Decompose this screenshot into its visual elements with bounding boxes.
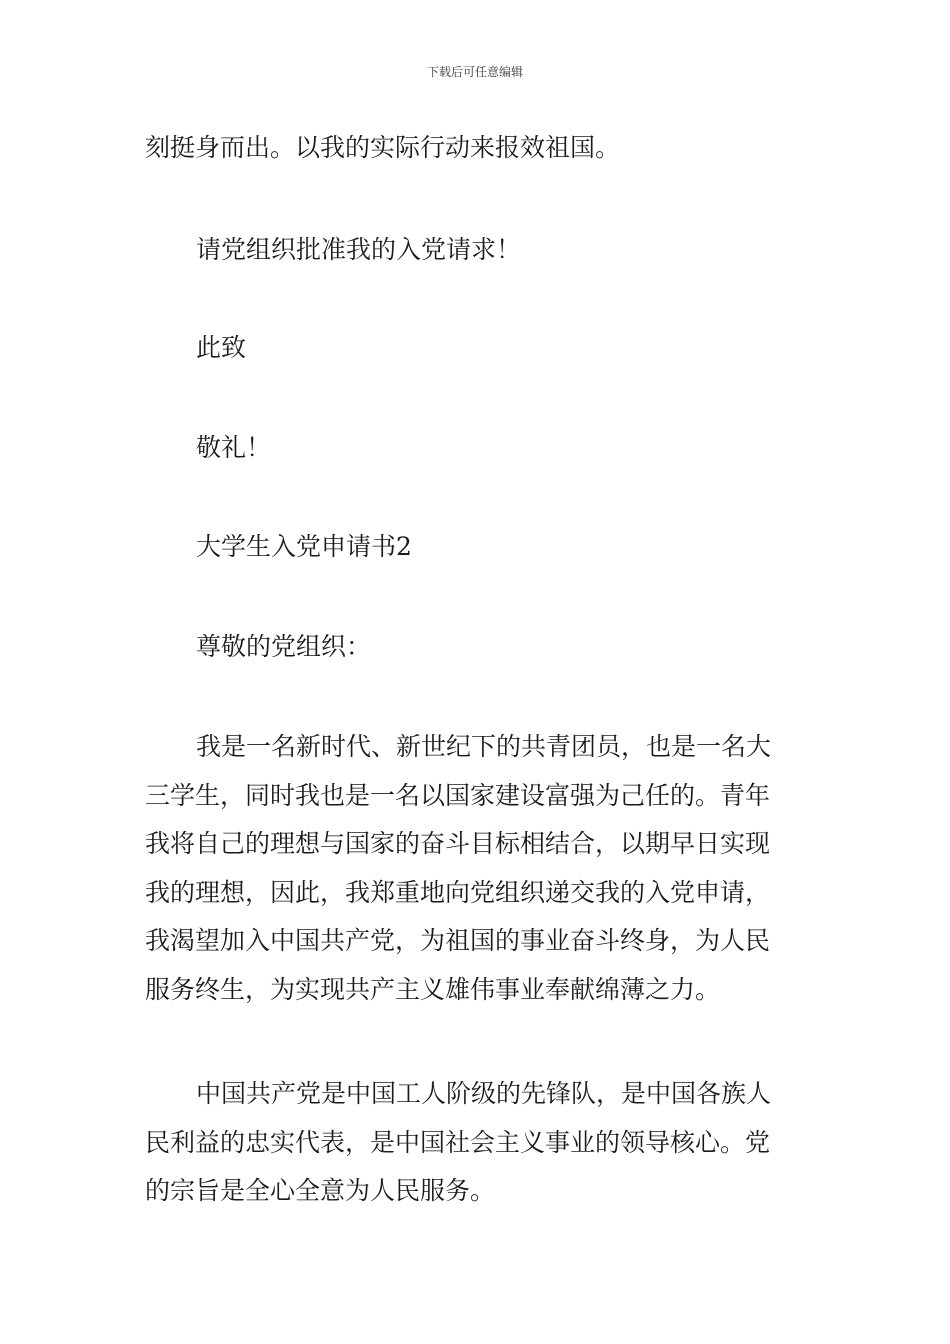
paragraph-line: 我渴望加入中国共产党，为祖国的事业奋斗终身，为人民 xyxy=(145,926,771,955)
paragraph-line: 的宗旨是全心全意为人民服务。 xyxy=(145,1176,496,1205)
paragraph-line: 中国共产党是中国工人阶级的先锋队，是中国各族人 xyxy=(196,1079,772,1108)
section-title: 大学生入党申请书2 xyxy=(196,532,412,561)
paragraph-line: 我将自己的理想与国家的奋斗目标相结合，以期早日实现 xyxy=(145,829,771,858)
paragraph-line: 我是一名新时代、新世纪下的共青团员，也是一名大 xyxy=(196,732,772,761)
paragraph-line: 我的理想，因此，我郑重地向党组织递交我的入党申请， xyxy=(145,877,771,907)
closing-line-1: 此致 xyxy=(196,333,247,362)
paragraph-continuation: 刻挺身而出。以我的实际行动来报效祖国。 xyxy=(145,133,621,162)
paragraph-line: 民利益的忠实代表，是中国社会主义事业的领导核心。党 xyxy=(145,1127,771,1157)
paragraph-line: 服务终生，为实现共产主义雄伟事业奉献绵薄之力。 xyxy=(145,974,721,1004)
request-line: 请党组织批准我的入党请求！ xyxy=(196,235,522,264)
paragraph-line: 三学生，同时我也是一名以国家建设富强为己任的。青年 xyxy=(145,780,771,810)
paragraph-2 xyxy=(145,723,810,1014)
closing-line-2: 敬礼！ xyxy=(196,433,272,462)
page-header: 下载后可任意编辑 xyxy=(426,65,523,79)
salutation: 尊敬的党组织： xyxy=(196,632,372,661)
paragraph-3 xyxy=(145,1070,810,1216)
